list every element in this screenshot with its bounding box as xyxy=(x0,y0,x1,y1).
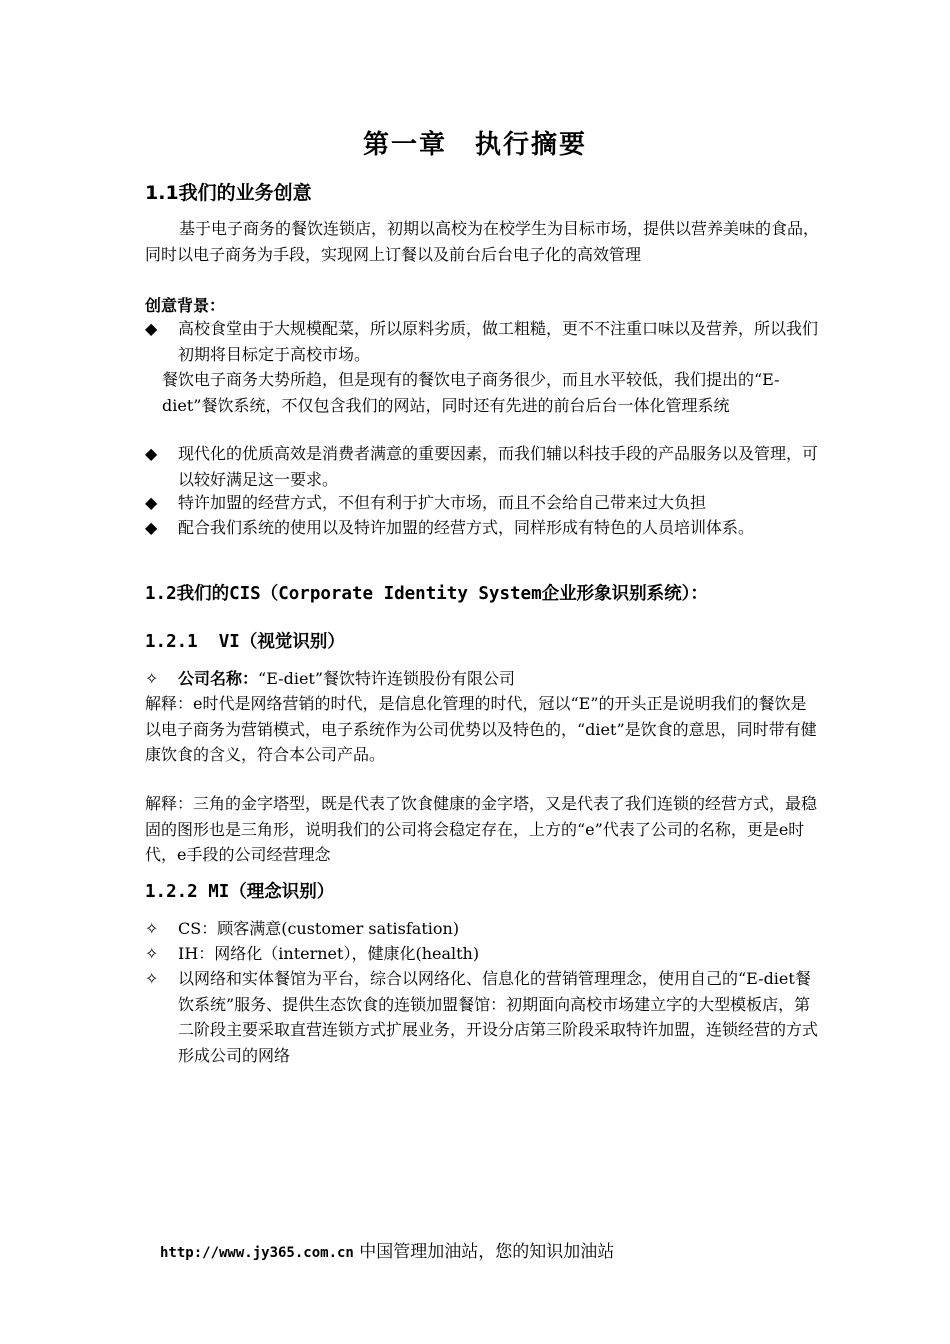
star-bullet-icon: ✧ xyxy=(145,669,159,688)
bullet-text: 配合我们系统的使用以及特许加盟的经营方式，同样形成有特色的人员培训体系。 xyxy=(178,518,755,537)
explanation-2: 解释：三角的金字塔型，既是代表了饮食健康的金字塔，又是代表了我们连锁的经营方式，最稳固的图形也是三角形，说明我们的公司将会稳定存在，上方的“e”代表了公司的名称，更是e时代，e手段的公司经营理念 xyxy=(145,794,818,864)
star-bullet-icon: ✧ xyxy=(145,944,159,963)
mi-item xyxy=(145,916,821,942)
page-footer xyxy=(160,1237,614,1262)
explanation-1: 解释：e时代是网络营销的时代，是信息化管理的时代，冠以“E”的开头正是说明我们的餐饮是以电子商务为营销模式，电子系统作为公司优势以及特色的，“diet”是饮食的意思，同时带有健康饮食的含义，符合本公司产品。 xyxy=(145,694,817,764)
bullet-text: 现代化的优质高效是消费者满意的重要因素，而我们辅以科技手段的产品服务以及管理，可以较好满足这一要求。 xyxy=(178,444,819,489)
diamond-bullet-icon: ◆ xyxy=(145,444,158,463)
section-1-2-heading: 1.2我们的CIS（Corporate Identity System企业形象识别系统）： xyxy=(145,584,708,604)
section-1-2-2-heading: 1.2.2 MI（理念识别） xyxy=(145,882,335,902)
plain-item-text: 餐饮电子商务大势所趋，但是现有的餐饮电子商务很少，而且水平较低，我们提出的“E-diet”餐饮系统，不仅包含我们的网站，同时还有先进的前台后台一体化管理系统 xyxy=(162,370,780,415)
chapter-title: 第一章 执行摘要 xyxy=(362,130,587,160)
bullet-item xyxy=(145,316,821,367)
diamond-bullet-icon: ◆ xyxy=(145,319,158,338)
mi-item xyxy=(145,966,821,1068)
diamond-bullet-icon: ◆ xyxy=(145,493,158,512)
diamond-bullet-icon: ◆ xyxy=(145,518,158,537)
bullet-text: 高校食堂由于大规模配菜，所以原料劣质，做工粗糙，更不不注重口味以及营养，所以我们初期将目标定于高校市场。 xyxy=(178,319,819,364)
bullet-item xyxy=(145,515,821,541)
section-1-1-heading: 1.1我们的业务创意 xyxy=(145,182,312,204)
background-label: 创意背景： xyxy=(145,296,226,315)
section-1-1-intro: 基于电子商务的餐饮连锁店，初期以高校为在校学生为目标市场，提供以营养美味的食品，同时以电子商务为手段，实现网上订餐以及前台后台电子化的高效管理 xyxy=(145,219,820,264)
section-1-2-1-heading xyxy=(145,628,345,653)
star-bullet-icon: ✧ xyxy=(145,919,159,938)
bullet-item xyxy=(145,441,821,492)
company-name: “E-diet”餐饮特许连锁股份有限公司 xyxy=(258,669,516,688)
mi-item-text: CS：顾客满意(customer satisfation) xyxy=(178,919,460,938)
star-bullet-icon: ✧ xyxy=(145,969,159,988)
company-name-item xyxy=(145,666,821,692)
footer-url-link[interactable]: http://www.jy365.com.cn xyxy=(160,1245,354,1261)
heading-number: 1.2.1 xyxy=(145,632,198,652)
bullet-text: 特许加盟的经营方式，不但有利于扩大市场，而且不会给自己带来过大负担 xyxy=(178,493,707,512)
heading-text: VI（视觉识别） xyxy=(218,632,345,652)
mi-item-text: IH：网络化（internet），健康化(health) xyxy=(178,944,480,963)
bullet-item xyxy=(145,490,821,516)
mi-item-text: 以网络和实体餐馆为平台，综合以网络化、信息化的营销管理理念，使用自己的“E-diet餐饮系统”服务、提供生态饮食的连锁加盟餐馆：初期面向高校市场建立字的大型模板店，第二阶段主要采取直营连锁方式扩展业务，开设分店第三阶段采取特许加盟，连锁经营的方式形成公司的网络 xyxy=(178,969,819,1065)
plain-item xyxy=(162,367,821,418)
footer-slogan: 中国管理加油站，您的知识加油站 xyxy=(359,1242,615,1262)
company-label: 公司名称： xyxy=(178,669,259,688)
mi-item xyxy=(145,941,821,967)
